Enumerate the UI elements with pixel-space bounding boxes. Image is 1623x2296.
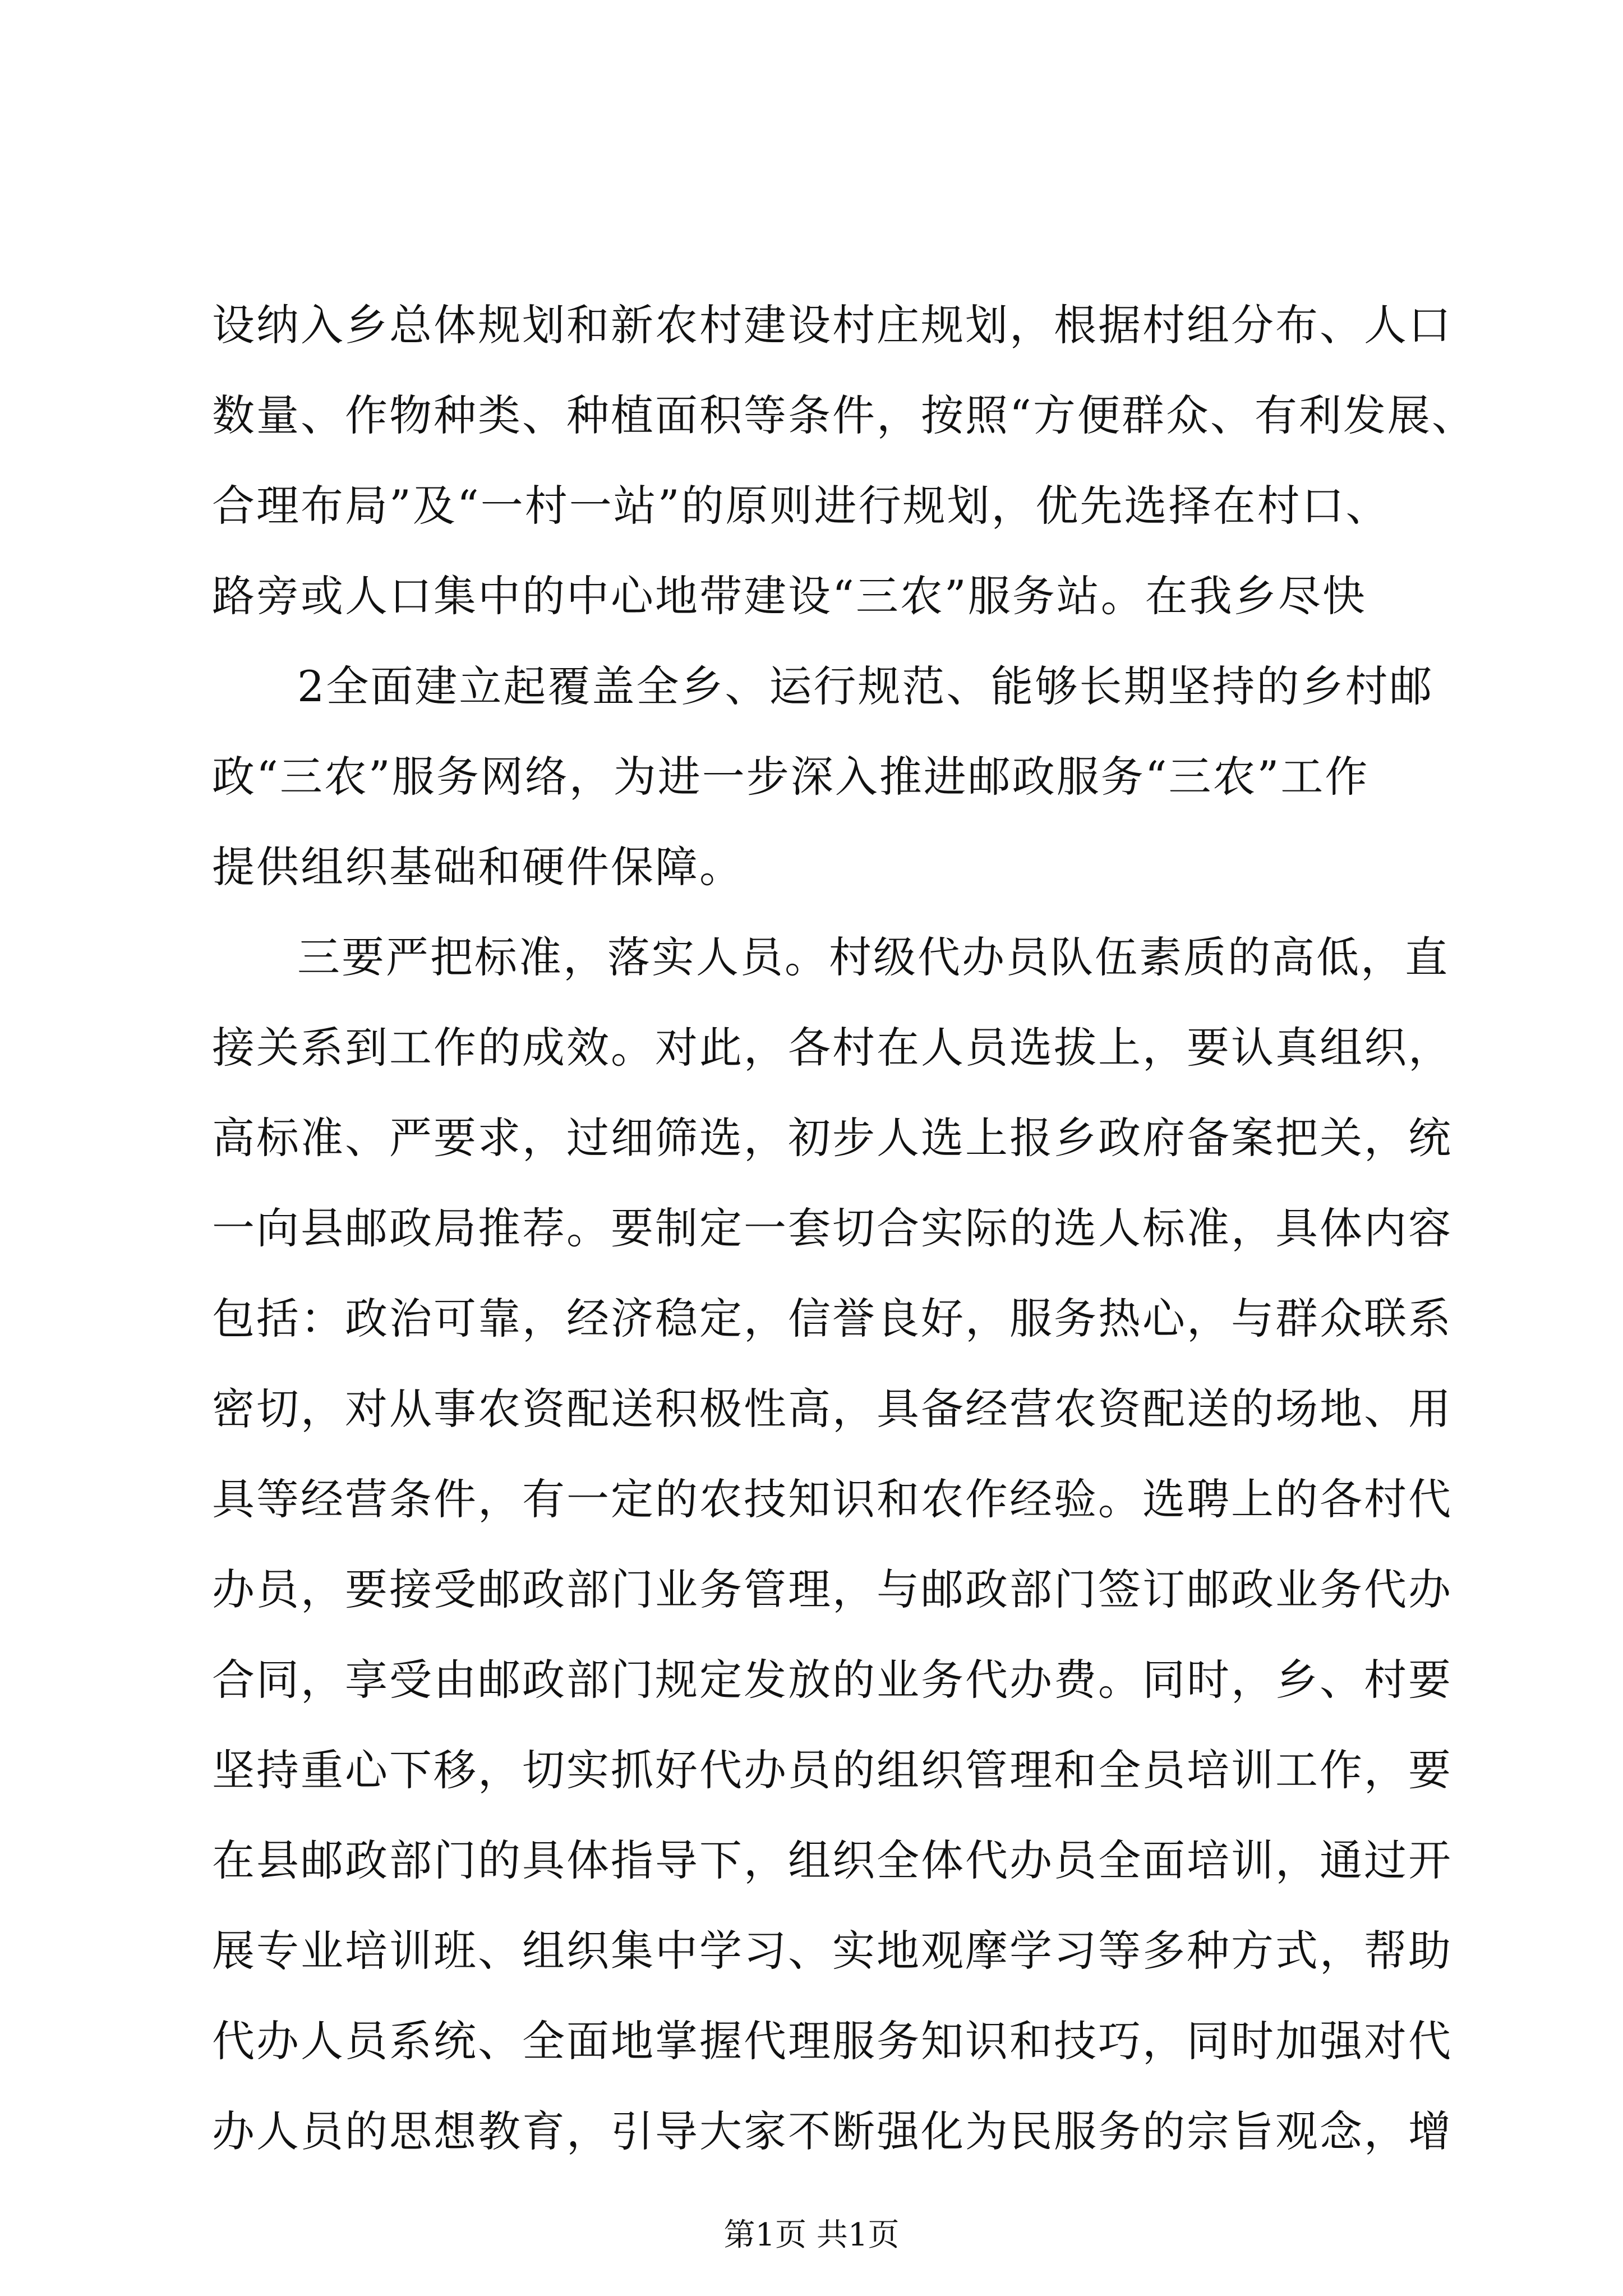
- text-line: 密切，对从事农资配送积极性高，具备经营农资配送的场地、用: [212, 1384, 1453, 1434]
- text-line: 合同，享受由邮政部门规定发放的业务代办费。同时，乡、村要: [212, 1655, 1453, 1705]
- text-line: 三要严把标准，落实人员。村级代办员队伍素质的高低，直: [297, 932, 1449, 982]
- text-line: 坚持重心下移，切实抓好代办员的组织管理和全员培训工作，要: [212, 1745, 1453, 1795]
- text-line: 政“三农”服务网络，为进一步深入推进邮政服务“三农”工作: [212, 752, 1370, 802]
- text-line: 在县邮政部门的具体指导下，组织全体代办员全面培训，通过开: [212, 1835, 1453, 1885]
- text-line: 展专业培训班、组织集中学习、实地观摩学习等多种方式，帮助: [212, 1926, 1453, 1976]
- text-line: 办人员的思想教育，引导大家不断强化为民服务的宗旨观念，增: [212, 2106, 1453, 2156]
- text-line: 2全面建立起覆盖全乡、运行规范、能够长期坚持的乡村邮: [297, 661, 1434, 711]
- text-line: 设纳入乡总体规划和新农村建设村庄规划，根据村组分布、人口: [212, 300, 1453, 350]
- text-line: 高标准、严要求，过细筛选，初步人选上报乡政府备案把关，统: [212, 1113, 1453, 1163]
- text-line: 代办人员系统、全面地掌握代理服务知识和技巧，同时加强对代: [212, 2016, 1453, 2066]
- text-line: 数量、作物种类、种植面积等条件，按照“方便群众、有利发展、: [212, 390, 1476, 440]
- text-line: 提供组织基础和硬件保障。: [212, 842, 744, 892]
- page-footer: 第1页 共1页: [723, 2217, 900, 2253]
- text-line: 具等经营条件，有一定的农技知识和农作经验。选聘上的各村代: [212, 1474, 1453, 1524]
- text-line: 一向县邮政局推荐。要制定一套切合实际的选人标准，具体内容: [212, 1203, 1453, 1253]
- text-line: 合理布局”及“一村一站”的原则进行规划，优先选择在村口、: [212, 481, 1390, 531]
- text-line: 包括：政治可靠，经济稳定，信誉良好，服务热心，与群众联系: [212, 1294, 1453, 1343]
- text-line: 办员，要接受邮政部门业务管理，与邮政部门签订邮政业务代办: [212, 1565, 1453, 1614]
- text-line: 接关系到工作的成效。对此，各村在人员选拔上，要认真组织，: [212, 1023, 1453, 1073]
- text-line: 路旁或人口集中的中心地带建设“三农”服务站。在我乡尽快: [212, 571, 1367, 621]
